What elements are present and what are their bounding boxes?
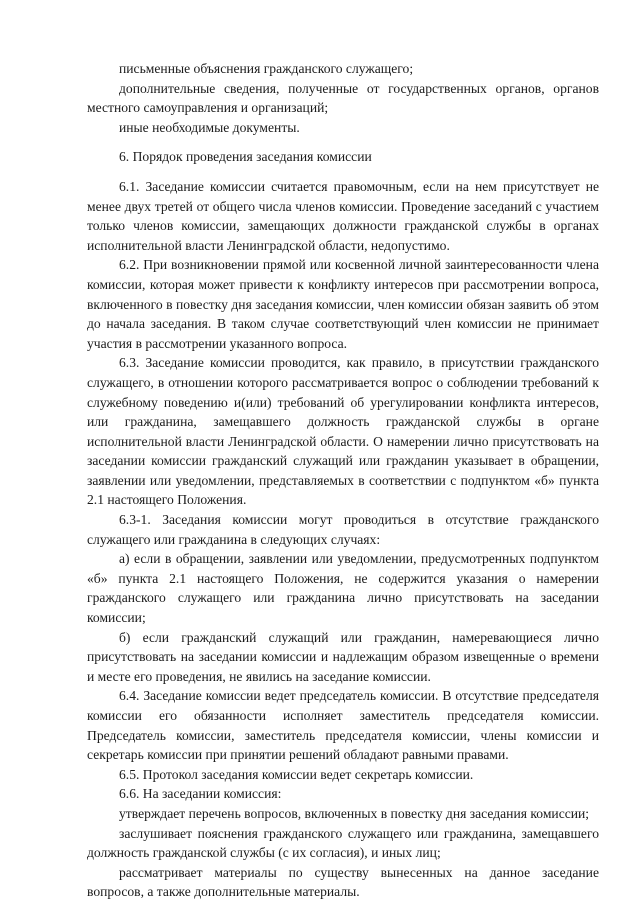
list-item-written-explanations: письменные объяснения гражданского служащего; <box>119 61 414 76</box>
paragraph-6-1: 6.1. Заседание комиссии считается правомочным, если на нем присутствует не менее двух третей от общего числа членов комиссии. Проведение заседаний с участием только членов комиссии, замещающих должности гражданской службы в органах исполнительной власти Ленинградской области, недопустимо. <box>87 178 599 253</box>
paragraph-6-4: 6.4. Заседание комиссии ведет председатель комиссии. В отсутствие председателя комиссии его обязанности исполняет заместитель председателя комиссии. Председатель комиссии, заместитель председателя комиссии, члены комиссии и секретарь комиссии при принятии решений обладают равными правами. <box>87 688 599 763</box>
paragraph-6-6-item-1: утверждает перечень вопросов, включенных в повестку дня заседания комиссии; <box>119 805 590 821</box>
paragraph-6-3-1-a: а) если в обращении, заявлении или уведомлении, предусмотренных подпунктом «б» пункта 2.1 настоящего Положения, не содержится указания о намерении гражданского служащего или гражданина лично присутствовать на заседании комиссии; <box>87 551 599 626</box>
paragraph-6-2: 6.2. При возникновении прямой или косвенной личной заинтересованности члена комиссии, которая может привести к конфликту интересов при рассмотрении вопроса, включенного в повестку дня заседания комиссии, член комиссии обязан заявить об этом до начала заседания. В таком случае соответствующий член комиссии не принимает участия в рассмотрении указанного вопроса. <box>87 257 599 351</box>
paragraph-6-6-item-2: заслушивает пояснения гражданского служащего или гражданина, замещавшего должность гражданской службы (с их согласия), и иных лиц; <box>87 825 599 861</box>
paragraph-6-3-1-b: б) если гражданский служащий или гражданин, намеревающиеся лично присутствовать на заседании комиссии и надлежащим образом извещенные о времени и месте его проведения, не явились на заседание комиссии. <box>87 629 599 684</box>
list-item-additional-info: дополнительные сведения, полученные от государственных органов, органов местного самоуправления и организаций; <box>87 80 599 116</box>
paragraph-6-5: 6.5. Протокол заседания комиссии ведет секретарь комиссии. <box>119 766 474 782</box>
paragraph-6-6: 6.6. На заседании комиссия: <box>119 786 282 802</box>
paragraph-6-6-item-3: рассматривает материалы по существу вынесенных на данное заседание вопросов, а также дополнительные материалы. <box>87 864 599 900</box>
section-heading: 6. Порядок проведения заседания комиссии <box>119 149 372 165</box>
paragraph-6-3-1: 6.3-1. Заседания комиссии могут проводиться в отсутствие гражданского служащего или гражданина в следующих случаях: <box>87 512 599 547</box>
document-body <box>87 59 599 902</box>
paragraph-6-3: 6.3. Заседание комиссии проводится, как правило, в присутствии гражданского служащего, в отношении которого рассматривается вопрос о соблюдении требований к служебному поведению и(или) требований об урегулировании конфликта интересов, или гражданина, замещавшего должность гражданской службы в органе исполнительной власти Ленинградской области. О намерении лично присутствовать на заседании комиссии гражданский служащий или гражданин указывает в обращении, заявлении или уведомлении, представляемых в соответствии с подпунктом «б» пункта 2.1 настоящего Положения. <box>87 355 599 508</box>
list-item-other-documents: иные необходимые документы. <box>119 119 300 135</box>
